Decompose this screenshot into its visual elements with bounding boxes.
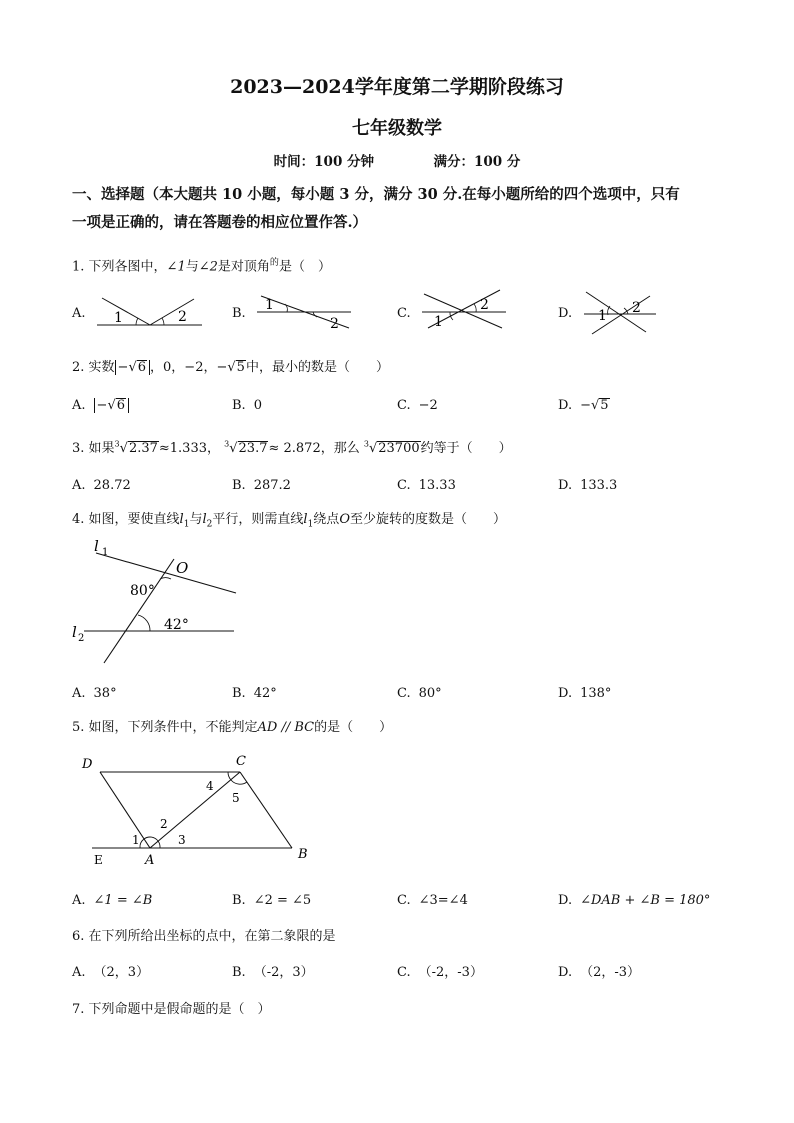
- question-7: 7. 下列命题中是假命题的是（ ）: [72, 1002, 271, 1017]
- q2-option-d[interactable]: D. −√5: [558, 398, 609, 413]
- q5-option-b[interactable]: B. ∠2 = ∠5: [232, 893, 312, 908]
- question-5: 5. 如图，下列条件中，不能判定AD // BC的是（ ）: [72, 720, 393, 735]
- q2-option-a[interactable]: A. −√6: [72, 398, 129, 413]
- svg-text:42°: 42°: [164, 617, 189, 633]
- q2-option-b[interactable]: B. 0: [232, 398, 262, 413]
- q1-option-b[interactable]: B.: [232, 306, 246, 321]
- question-3: 3. 如果$^3$√2.37≈1.333， $^3$√23.7≈ 2.872，那么 $^3$√23700约等于（ ）: [72, 439, 512, 456]
- svg-text:C: C: [236, 754, 246, 769]
- q6-option-c[interactable]: C. （-2，-3）: [397, 965, 483, 980]
- question-2: 2. 实数 −√6 ，0，−2，−√5中，最小的数是（ ）: [72, 360, 389, 375]
- q3-option-b[interactable]: B. 287.2: [232, 478, 291, 493]
- q1-figure-c: [420, 286, 510, 332]
- exam-subtitle: 七年级数学: [352, 118, 442, 139]
- svg-text:l: l: [72, 623, 77, 641]
- question-1: 1. 下列各图中，∠1与∠2是对顶角$^的$是（ ）: [72, 258, 331, 275]
- section-heading: 一、选择题（本大题共 10 小题，每小题 3 分，满分 30 分.在每小题所给的四个选项中，只有 一项是正确的，请在答题卷的相应位置作答.）: [72, 186, 680, 231]
- q1-figure-d: [580, 288, 660, 336]
- q1-option-d[interactable]: D.: [558, 306, 573, 321]
- q1-option-c[interactable]: C.: [397, 306, 411, 321]
- exam-time: 时间：100 分钟: [273, 154, 375, 170]
- q2-option-c[interactable]: C. −2: [397, 398, 438, 413]
- svg-text:l: l: [94, 537, 99, 555]
- q5-option-a[interactable]: A. ∠1 = ∠B: [72, 893, 153, 908]
- svg-text:5: 5: [232, 791, 240, 805]
- question-4: 4. 如图，要使直线$l_1$与$l_2$平行，则需直线$l_1$绕点O至少旋转的度数是（ ）: [72, 512, 506, 530]
- q3-option-c[interactable]: C. 13.33: [397, 478, 456, 493]
- q3-option-a[interactable]: A. 28.72: [72, 478, 131, 493]
- exam-info: [0, 150, 794, 170]
- svg-text:1: 1: [598, 308, 607, 324]
- svg-text:2: 2: [632, 300, 641, 316]
- svg-text:1: 1: [114, 310, 123, 326]
- svg-text:2: 2: [178, 309, 187, 325]
- svg-text:4: 4: [206, 779, 214, 793]
- svg-text:1: 1: [265, 297, 274, 313]
- svg-text:B: B: [298, 847, 308, 862]
- svg-text:A: A: [145, 853, 155, 868]
- q4-option-d[interactable]: D. 138°: [558, 686, 612, 701]
- svg-text:D: D: [82, 757, 93, 772]
- q1-figure-b: [255, 290, 355, 332]
- svg-text:2: 2: [330, 316, 339, 332]
- q6-option-d[interactable]: D. （2，-3）: [558, 965, 641, 980]
- q5-figure: [78, 752, 318, 870]
- svg-text:E: E: [94, 853, 103, 867]
- svg-text:2: 2: [160, 817, 168, 831]
- q1-option-a[interactable]: A.: [72, 306, 86, 321]
- q4-option-b[interactable]: B. 42°: [232, 686, 277, 701]
- svg-text:3: 3: [178, 833, 186, 847]
- q6-option-a[interactable]: A. （2，3）: [72, 965, 150, 980]
- q6-option-b[interactable]: B. （-2，3）: [232, 965, 314, 980]
- q4-figure: [68, 535, 248, 670]
- svg-text:1: 1: [132, 833, 140, 847]
- svg-text:80°: 80°: [130, 583, 155, 599]
- svg-text:2: 2: [480, 297, 489, 313]
- svg-text:1: 1: [102, 547, 109, 558]
- svg-text:2: 2: [78, 633, 85, 644]
- q3-option-d[interactable]: D. 133.3: [558, 478, 618, 493]
- question-6: 6. 在下列所给出坐标的点中，在第二象限的是: [72, 929, 336, 944]
- q5-option-c[interactable]: C. ∠3=∠4: [397, 893, 468, 908]
- q1-figure-a: [92, 290, 207, 330]
- q4-option-c[interactable]: C. 80°: [397, 686, 442, 701]
- q5-option-d[interactable]: D. ∠DAB + ∠B = 180°: [558, 893, 711, 908]
- svg-text:1: 1: [434, 314, 443, 330]
- exam-title: 2023—2024学年度第二学期阶段练习: [230, 76, 564, 98]
- svg-text:O: O: [176, 559, 189, 577]
- q4-option-a[interactable]: A. 38°: [72, 686, 117, 701]
- exam-score: 满分：100 分: [433, 154, 521, 170]
